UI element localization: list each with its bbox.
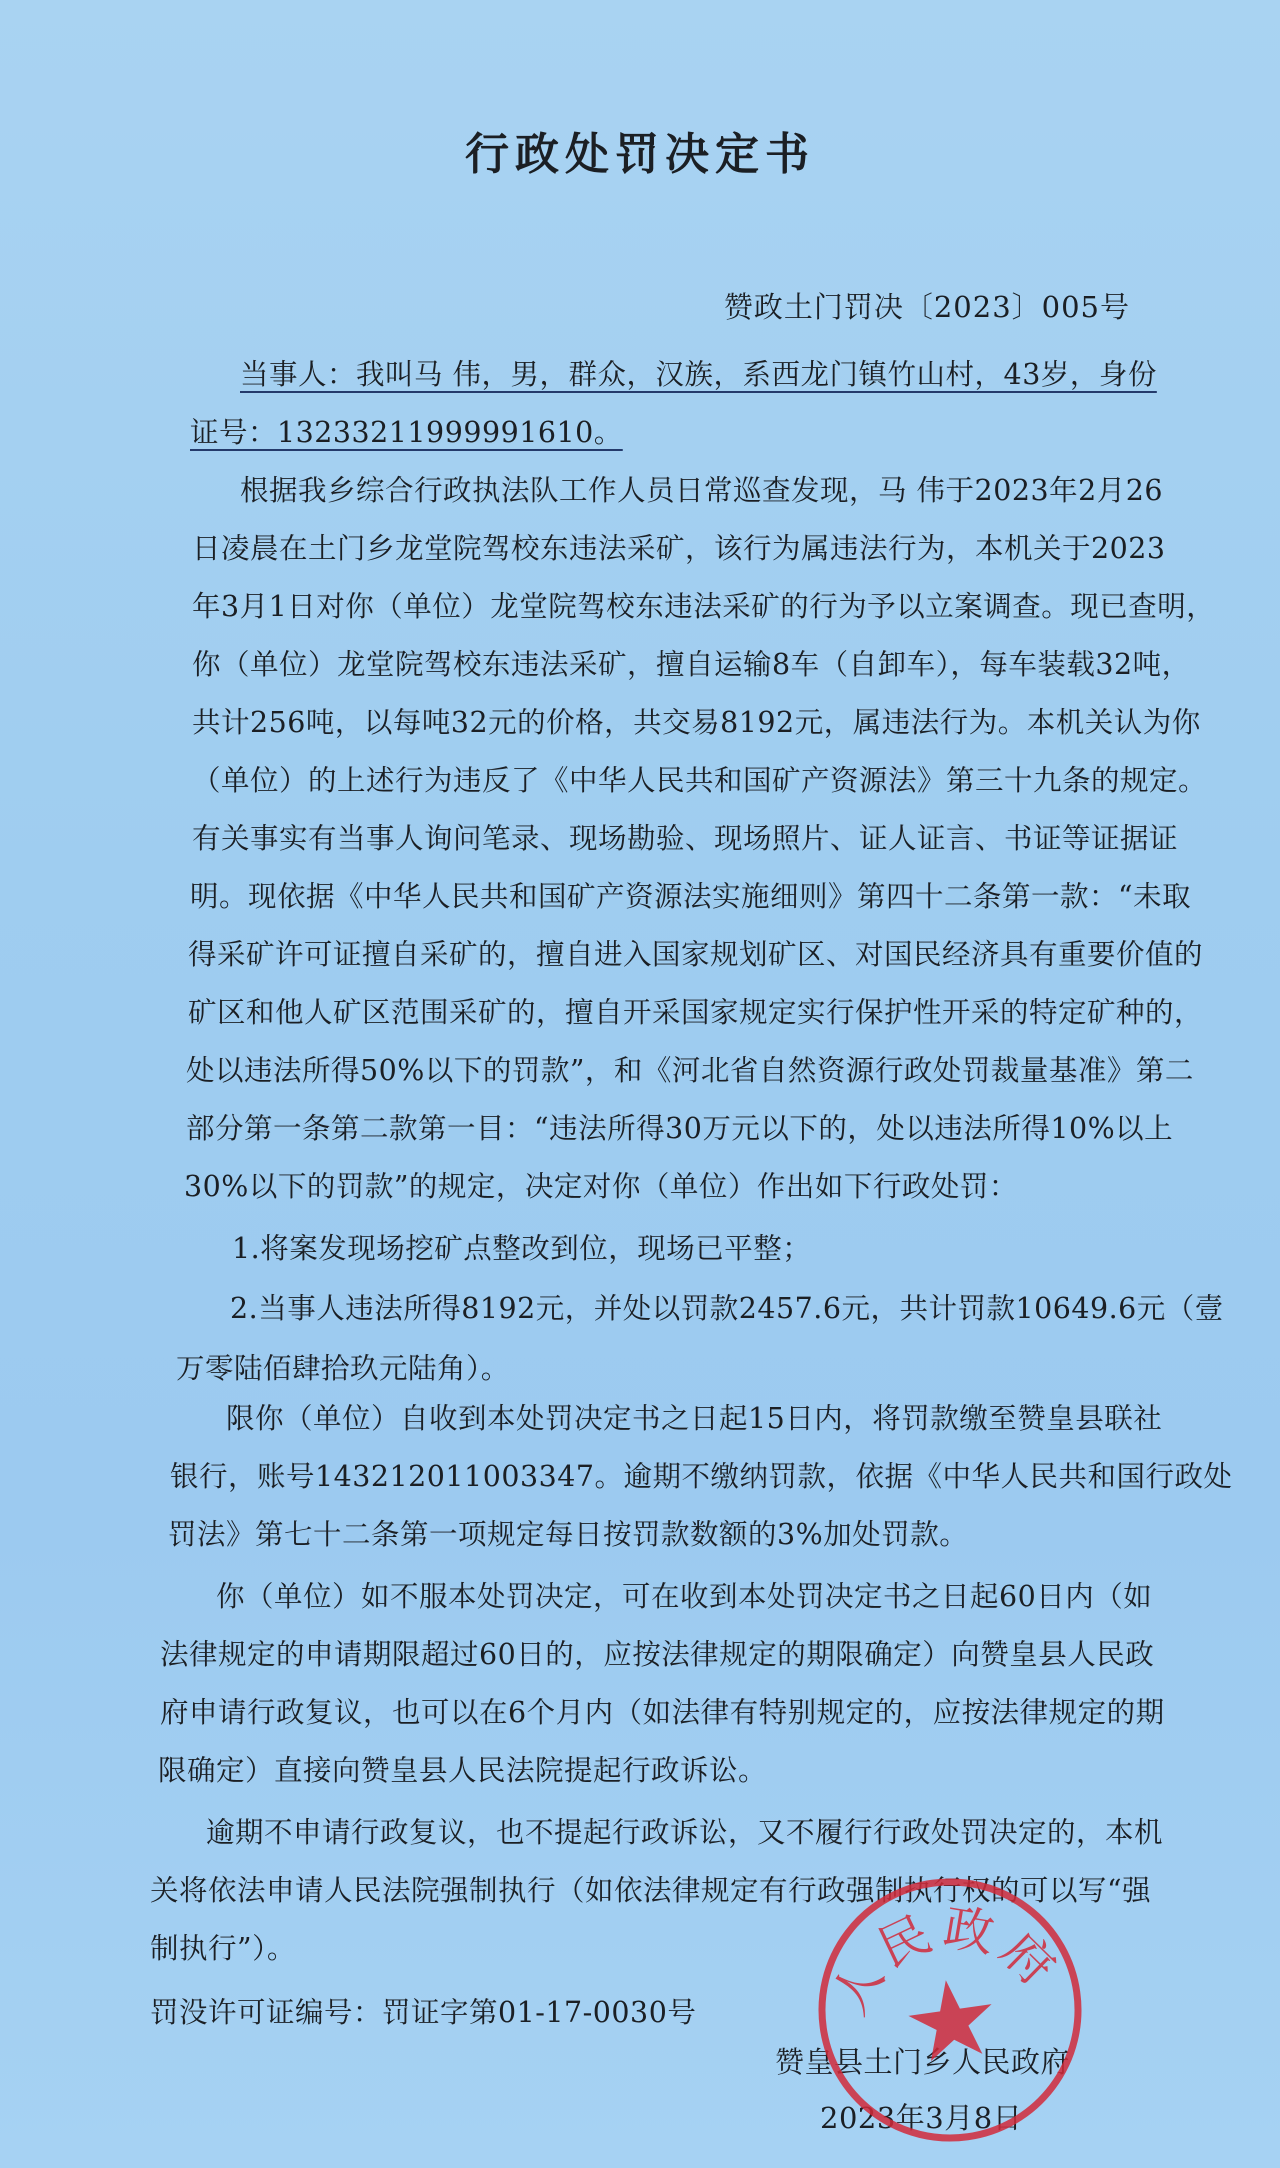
license-number: 罚没许可证编号：罚证字第01-17-0030号 — [150, 1996, 697, 2029]
body-line: 府申请行政复议，也可以在6个月内（如法律有特别规定的，应按法律规定的期 — [160, 1696, 1165, 1729]
issue-date: 2023年3月8日 — [820, 2101, 1023, 2135]
body-line: 30%以下的罚款”的规定，决定对你（单位）作出如下行政处罚： — [184, 1170, 1018, 1203]
body-line: 限确定）直接向赞皇县人民法院提起行政诉讼。 — [158, 1754, 768, 1787]
body-line: 你（单位）如不服本处罚决定，可在收到本处罚决定书之日起60日内（如 — [216, 1580, 1153, 1613]
body-line: 罚法》第七十二条第一项规定每日按罚款数额的3%加处罚款。 — [168, 1518, 969, 1551]
body-line: 明。现依据《中华人民共和国矿产资源法实施细则》第四十二条第一款：“未取 — [190, 880, 1192, 913]
issuer-name: 赞皇县土门乡人民政府 — [775, 2045, 1071, 2079]
body-line: 你（单位）龙堂院驾校东违法采矿，擅自运输8车（自卸车），每车装载32吨， — [192, 648, 1191, 681]
document-number: 赞政土门罚决〔2023〕005号 — [723, 290, 1130, 324]
body-line: （单位）的上述行为违反了《中华人民共和国矿产资源法》第三十九条的规定。 — [192, 764, 1208, 797]
body-line: 法律规定的申请期限超过60日的，应按法律规定的期限确定）向赞皇县人民政 — [160, 1638, 1155, 1671]
body-line: 万零陆佰肆拾玖元陆角）。 — [176, 1352, 510, 1385]
body-line: 矿区和他人矿区范围采矿的，擅自开采国家规定实行保护性开采的特定矿种的， — [188, 996, 1204, 1029]
body-line: 证号：13233211999991610。 — [190, 416, 623, 449]
body-line: 根据我乡综合行政执法队工作人员日常巡查发现，马 伟于2023年2月26 — [240, 474, 1163, 507]
body-line: 有关事实有当事人询问笔录、现场勘验、现场照片、证人证言、书证等证据证 — [192, 822, 1179, 855]
document-title: 行政处罚决定书 — [465, 129, 815, 180]
body-line: 当事人：我叫马 伟，男，群众，汉族，系西龙门镇竹山村，43岁，身份 — [240, 358, 1157, 391]
official-seal-icon — [792, 1852, 1108, 2168]
body-line: 银行，账号143212011003347。逾期不缴纳罚款，依据《中华人民共和国行政处 — [170, 1460, 1233, 1493]
body-line: 关将依法申请人民法院强制执行（如依法律规定有行政强制执行权的可以写“强 — [150, 1874, 1152, 1907]
body-line: 年3月1日对你（单位）龙堂院驾校东违法采矿的行为予以立案调查。现已查明， — [192, 590, 1216, 623]
body-line: 处以违法所得50%以下的罚款”，和《河北省自然资源行政处罚裁量基准》第二 — [186, 1054, 1194, 1087]
body-line: 1.将案发现场挖矿点整改到位，现场已平整； — [232, 1232, 812, 1265]
body-line: 限你（单位）自收到本处罚决定书之日起15日内，将罚款缴至赞皇县联社 — [226, 1402, 1163, 1435]
seal-text: 人民政府 — [820, 1898, 1071, 2024]
body-line: 逾期不申请行政复议，也不提起行政诉讼，又不履行行政处罚决定的，本机 — [206, 1816, 1164, 1849]
body-line: 2.当事人违法所得8192元，并处以罚款2457.6元，共计罚款10649.6元（壹 — [230, 1292, 1224, 1325]
body-line: 共计256吨，以每吨32元的价格，共交易8192元，属违法行为。本机关认为你 — [192, 706, 1201, 739]
body-line: 得采矿许可证擅自采矿的，擅自进入国家规划矿区、对国民经济具有重要价值的 — [188, 938, 1204, 971]
body-line: 部分第一条第二款第一目：“违法所得30万元以下的，处以违法所得10%以上 — [186, 1112, 1174, 1145]
body-line: 日凌晨在土门乡龙堂院驾校东违法采矿，该行为属违法行为，本机关于2023 — [192, 532, 1166, 565]
body-line: 制执行”）。 — [150, 1932, 296, 1965]
